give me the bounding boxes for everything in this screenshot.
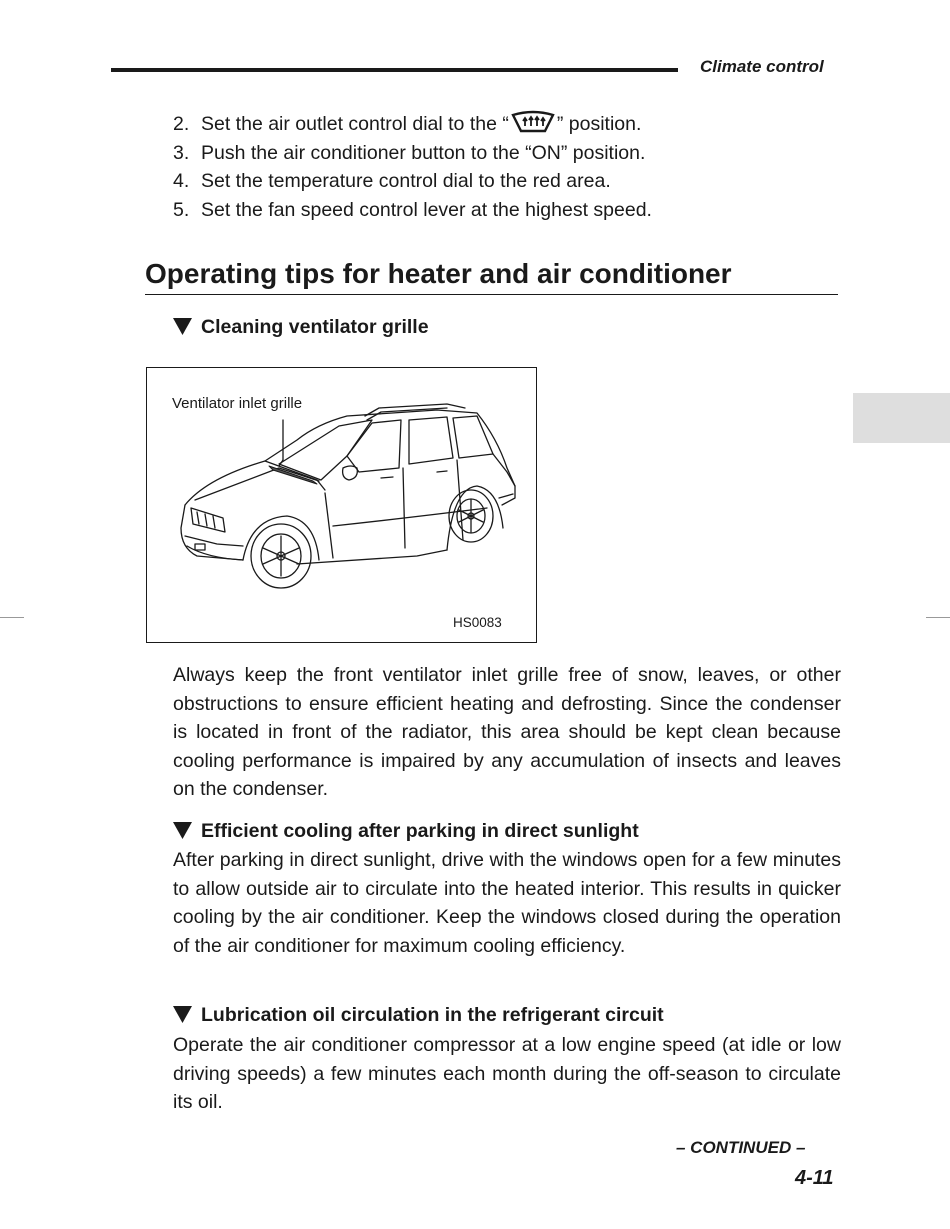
paragraph-lubrication: Operate the air conditioner compressor at a low engine speed (at idle or low driving speeds) a few minutes each month during the off-season to circulate its oil. — [173, 1034, 841, 1113]
paragraph-efficient-cooling: After parking in direct sunlight, drive with the windows open for a few minutes to allow outside air to circulate into the heated interior. This results in quicker cooling by the air conditioner. Keep the windows closed during the operation of the air conditioner for maximum cooling efficiency. — [173, 849, 841, 957]
step-number: 4. — [173, 170, 190, 193]
step-item — [173, 139, 652, 168]
subsection-title: Lubrication oil circulation in the refrigerant circuit — [201, 1004, 664, 1026]
triangle-bullet-icon — [173, 318, 192, 335]
step-text: Set the temperature control dial to the red area. — [201, 170, 611, 193]
section-heading: Operating tips for heater and air conditioner — [145, 258, 838, 295]
step-text: Set the air outlet control dial to the “ — [201, 113, 509, 135]
step-number: 3. — [173, 141, 190, 164]
step-item — [173, 110, 652, 139]
figure-code: HS0083 — [453, 615, 502, 630]
step-number: 5. — [173, 199, 190, 222]
subsection-heading — [173, 1004, 664, 1027]
step-number: 2. — [173, 113, 190, 135]
chapter-thumb-tab — [853, 393, 950, 443]
continued-marker: – CONTINUED – — [676, 1138, 806, 1157]
subsection-title: Efficient cooling after parking in direct sunlight — [201, 820, 639, 842]
crop-mark-right — [926, 617, 950, 618]
step-item — [173, 167, 652, 196]
step-text: Push the air conditioner button to the “ON” position. — [201, 141, 646, 164]
paragraph-cleaning: Always keep the front ventilator inlet grille free of snow, leaves, or other obstructions to ensure efficient heating and defrosting. Since the condenser is located in front of the radiator, this area should be kept clean because cooling performance is impaired by any accumulation of insects and leaves on the condenser. — [173, 664, 841, 800]
subsection-heading — [173, 316, 429, 339]
subsection-heading — [173, 820, 639, 843]
page-number: 4-11 — [795, 1167, 834, 1189]
triangle-bullet-icon — [173, 1006, 192, 1023]
triangle-bullet-icon — [173, 822, 192, 839]
defroster-icon — [509, 110, 557, 134]
step-text: Set the fan speed control lever at the highest speed. — [201, 199, 652, 222]
running-header: Climate control — [700, 57, 824, 76]
step-item — [173, 196, 652, 225]
figure-ventilator-grille — [146, 367, 537, 643]
header-rule — [111, 68, 678, 72]
step-text-end: ” position. — [556, 113, 642, 135]
figure-callout-label: Ventilator inlet grille — [172, 395, 303, 412]
crop-mark-left — [0, 617, 24, 618]
step-list — [173, 110, 652, 225]
subsection-title: Cleaning ventilator grille — [201, 316, 429, 338]
